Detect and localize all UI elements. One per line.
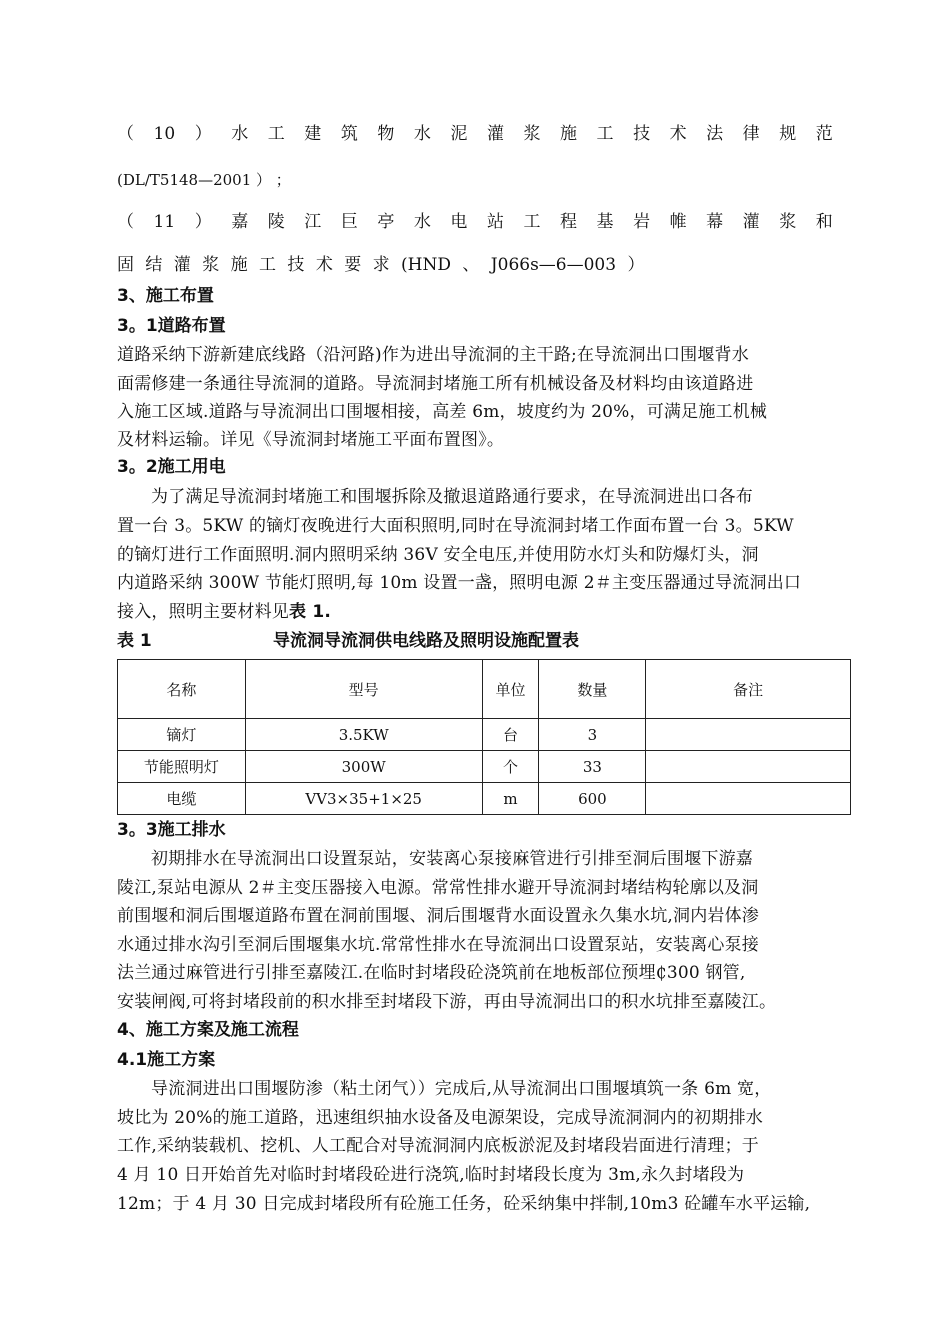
cell-remark [646, 751, 851, 783]
ref-char: 法 [706, 124, 724, 144]
ref-char: 建 [304, 124, 322, 144]
ref-char: （ [117, 124, 134, 144]
para-line: 法兰通过麻管进行引排至嘉陵江.在临时封堵段砼浇筑前在地板部位预埋₵300 钢管, [117, 963, 746, 983]
ref-char: 程 [560, 212, 578, 232]
section-4-title: 4、施工方案及施工流程 [117, 1020, 299, 1040]
para-line: 内道路采纳 300W 节能灯照明,每 10m 设置一盏，照明电源 2＃主变压器通过导流洞出口 [117, 573, 802, 593]
ref-char: 物 [377, 124, 395, 144]
ref-char: 水 [413, 124, 431, 144]
ref-11-line-2: 固 结 灌 浆 施 工 技 术 要 求 (HND 、 J066s—6—003 ） [117, 255, 645, 275]
ref-char: 陵 [267, 212, 285, 232]
header-remark: 备注 [646, 660, 851, 719]
table-row [118, 751, 851, 783]
ref-char: 范 [815, 124, 833, 144]
para-line: 的镝灯进行工作面照明.洞内照明采纳 36V 安全电压,并使用防水灯头和防爆灯头，洞 [117, 545, 759, 565]
para-line: 为了满足导流洞封堵施工和围堰拆除及撤退道路通行要求，在导流洞进出口各布 [151, 487, 753, 507]
section-3-1-title: 3。1道路布置 [117, 316, 226, 336]
cell-unit: 个 [482, 751, 539, 783]
table-title: 导流洞导流洞供电线路及照明设施配置表 [273, 631, 579, 651]
section-3-2-title: 3。2施工用电 [117, 457, 226, 477]
ref-char: 灌 [486, 124, 504, 144]
para-text: 接入，照明主要材料见 [117, 602, 289, 622]
para-line: 坡比为 20%的施工道路，迅速组织抽水设备及电源架设，完成导流洞洞内的初期排水 [117, 1108, 763, 1128]
ref-char: 水 [231, 124, 249, 144]
table-row [118, 719, 851, 751]
ref-char: 巨 [340, 212, 358, 232]
ref-char: 11 [153, 212, 176, 232]
ref-char: 律 [742, 124, 760, 144]
cell-model: 300W [245, 751, 482, 783]
cell-name: 镝灯 [118, 719, 246, 751]
cell-model: 3.5KW [245, 719, 482, 751]
para-line: 4 月 10 日开始首先对临时封堵段砼进行浇筑,临时封堵段长度为 3m,永久封堵段为 [117, 1165, 745, 1185]
table-label: 表 1 [117, 631, 152, 651]
section-3-title: 3、施工布置 [117, 286, 214, 306]
ref-char: 10 [153, 124, 176, 144]
ref-char: 基 [596, 212, 614, 232]
para-line: 入施工区域.道路与导流洞出口围堰相接，高差 6m，坡度约为 20%，可满足施工机械 [117, 402, 768, 422]
section-3-3-title: 3。3施工排水 [117, 820, 226, 840]
para-line: 前围堰和洞后围堰道路布置在洞前围堰、洞后围堰背水面设置永久集水坑,洞内岩体渗 [117, 906, 760, 926]
ref-char: 术 [669, 124, 687, 144]
section-4-1-title: 4.1施工方案 [117, 1050, 216, 1070]
para-line: 陵江,泵站电源从 2＃主变压器接入电源。常常性排水避开导流洞封堵结构轮廓以及洞 [117, 878, 759, 898]
cell-name: 电缆 [118, 783, 246, 815]
header-quantity: 数量 [539, 660, 646, 719]
cell-unit: m [482, 783, 539, 815]
ref-char: 站 [486, 212, 504, 232]
ref-char: 工 [267, 124, 285, 144]
equipment-table [117, 659, 851, 815]
table-header-row [118, 660, 851, 719]
cell-quantity: 600 [539, 783, 646, 815]
cell-unit: 台 [482, 719, 539, 751]
header-unit: 单位 [482, 660, 539, 719]
ref-char: ） [194, 124, 212, 144]
ref-11-line-1 [117, 210, 833, 234]
para-line: 水通过排水沟引至洞后围堰集水坑.常常性排水在导流洞出口设置泵站，安装离心泵接 [117, 935, 760, 955]
ref-char: 亭 [377, 212, 395, 232]
ref-char: （ [117, 212, 134, 232]
cell-name: 节能照明灯 [118, 751, 246, 783]
cell-quantity: 33 [539, 751, 646, 783]
ref-char: 江 [304, 212, 322, 232]
cell-remark [646, 719, 851, 751]
para-line: 初期排水在导流洞出口设置泵站，安装离心泵接麻管进行引排至洞后围堰下游嘉 [151, 849, 753, 869]
para-line [117, 600, 331, 624]
ref-char: 岩 [633, 212, 651, 232]
header-model: 型号 [245, 660, 482, 719]
cell-remark [646, 783, 851, 815]
ref-char: 和 [815, 212, 833, 232]
ref-char: ） [194, 212, 212, 232]
para-line: 道路采纳下游新建底线路（沿河路)作为进出导流洞的主干路;在导流洞出口围堰背水 [117, 345, 749, 365]
ref-10-line-1 [117, 122, 833, 146]
table-row [118, 783, 851, 815]
ref-char: 浆 [523, 124, 541, 144]
ref-char: 规 [779, 124, 797, 144]
para-line: 工作,采纳装载机、挖机、人工配合对导流洞洞内底板淤泥及封堵段岩面进行清理；于 [117, 1136, 760, 1156]
ref-char: 水 [413, 212, 431, 232]
ref-char: 灌 [742, 212, 760, 232]
header-name: 名称 [118, 660, 246, 719]
ref-char: 泥 [450, 124, 468, 144]
ref-char: 幕 [706, 212, 724, 232]
cell-model: VV3×35+1×25 [245, 783, 482, 815]
ref-char: 嘉 [231, 212, 249, 232]
para-line: 安装闸阀,可将封堵段前的积水排至封堵段下游，再由导流洞出口的积水坑排至嘉陵江。 [117, 992, 777, 1012]
ref-char: 工 [523, 212, 541, 232]
ref-char: 筑 [340, 124, 358, 144]
ref-10-line-2: (DL/T5148—2001 ） ； [117, 171, 291, 189]
ref-char: 施 [560, 124, 578, 144]
para-line: 面需修建一条通往导流洞的道路。导流洞封堵施工所有机械设备及材料均由该道路进 [117, 374, 754, 394]
para-line: 12m；于 4 月 30 日完成封堵段所有砼施工任务，砼采纳集中拌制,10m3 砼罐车水平运输, [117, 1194, 811, 1214]
ref-char: 帷 [669, 212, 687, 232]
para-line: 导流洞进出口围堰防渗（粘土闭气））完成后,从导流洞出口围堰填筑一条 6m 宽， [151, 1079, 772, 1099]
ref-char: 工 [596, 124, 614, 144]
ref-char: 技 [633, 124, 651, 144]
para-line: 及材料运输。详见《导流洞封堵施工平面布置图》。 [117, 430, 505, 450]
cell-quantity: 3 [539, 719, 646, 751]
table-reference: 表 1. [289, 602, 332, 622]
ref-char: 电 [450, 212, 468, 232]
para-line: 置一台 3。5KW 的镝灯夜晚进行大面积照明,同时在导流洞封堵工作面布置一台 3。5KW [117, 516, 794, 536]
ref-char: 浆 [779, 212, 797, 232]
